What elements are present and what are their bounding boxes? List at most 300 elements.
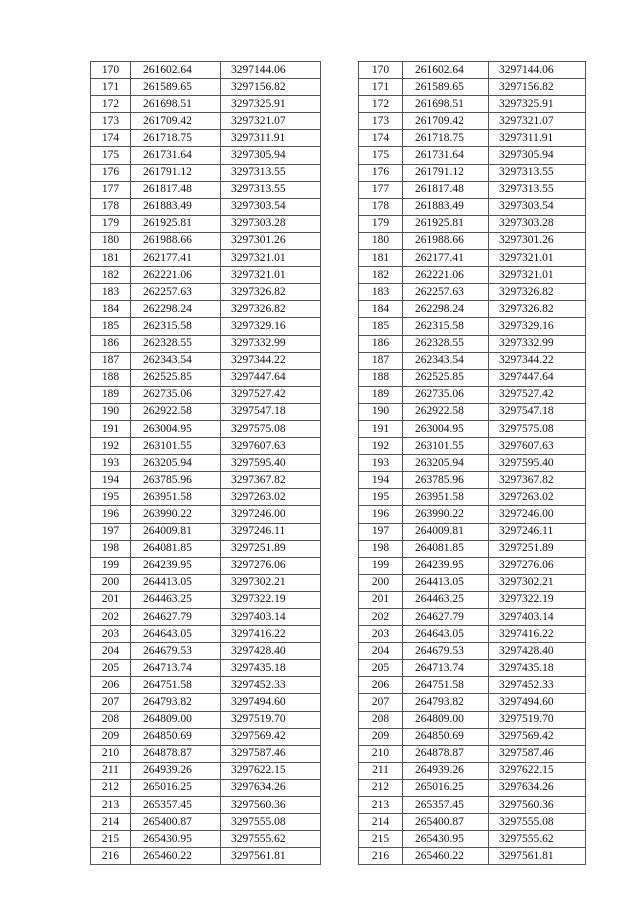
y-coordinate-cell: 3297322.19 [221,591,321,608]
point-number-cell: 182 [359,267,403,284]
y-coordinate-cell: 3297313.55 [489,181,586,198]
y-coordinate-cell: 3297263.02 [489,489,586,506]
x-coordinate-cell: 264009.81 [131,523,221,540]
table-row [91,369,321,386]
x-coordinate-cell: 263951.58 [403,489,489,506]
x-coordinate-cell: 261709.42 [131,113,221,130]
table-row [359,403,586,420]
point-number-cell: 210 [359,745,403,762]
point-number-cell: 198 [359,540,403,557]
x-coordinate-cell: 262221.06 [131,267,221,284]
y-coordinate-cell: 3297321.01 [221,250,321,267]
y-coordinate-cell: 3297326.82 [221,301,321,318]
point-number-cell: 188 [359,369,403,386]
y-coordinate-cell: 3297246.00 [489,506,586,523]
y-coordinate-cell: 3297276.06 [489,557,586,574]
y-coordinate-cell: 3297325.91 [221,96,321,113]
table-row [359,626,586,643]
point-number-cell: 186 [91,335,131,352]
point-number-cell: 208 [91,711,131,728]
x-coordinate-cell: 263785.96 [403,472,489,489]
x-coordinate-cell: 261791.12 [403,164,489,181]
x-coordinate-cell: 264627.79 [403,609,489,626]
x-coordinate-cell: 261602.64 [131,62,221,79]
table-row [359,267,586,284]
x-coordinate-cell: 264643.05 [131,626,221,643]
y-coordinate-cell: 3297416.22 [489,626,586,643]
point-number-cell: 182 [91,267,131,284]
x-coordinate-cell: 264939.26 [131,762,221,779]
y-coordinate-cell: 3297305.94 [489,147,586,164]
x-coordinate-cell: 264809.00 [403,711,489,728]
x-coordinate-cell: 264413.05 [403,574,489,591]
x-coordinate-cell: 261817.48 [403,181,489,198]
table-row [359,147,586,164]
y-coordinate-cell: 3297301.26 [489,232,586,249]
point-number-cell: 194 [91,472,131,489]
table-row [91,848,321,865]
table-row [359,506,586,523]
x-coordinate-cell: 263205.94 [131,455,221,472]
table-row [359,779,586,796]
x-coordinate-cell: 264463.25 [403,591,489,608]
table-row [359,130,586,147]
x-coordinate-cell: 262735.06 [131,386,221,403]
x-coordinate-cell: 264878.87 [403,745,489,762]
y-coordinate-cell: 3297494.60 [489,694,586,711]
table-row [91,574,321,591]
y-coordinate-cell: 3297276.06 [221,557,321,574]
table-row [91,232,321,249]
y-coordinate-cell: 3297634.26 [489,779,586,796]
point-number-cell: 171 [359,79,403,96]
y-coordinate-cell: 3297403.14 [489,609,586,626]
table-row [91,301,321,318]
x-coordinate-cell: 264081.85 [131,540,221,557]
y-coordinate-cell: 3297561.81 [489,848,586,865]
point-number-cell: 195 [359,489,403,506]
x-coordinate-cell: 262257.63 [403,284,489,301]
table-row [359,643,586,660]
point-number-cell: 188 [91,369,131,386]
coordinate-table-right [358,61,586,865]
point-number-cell: 201 [91,591,131,608]
table-row [359,352,586,369]
point-number-cell: 202 [91,609,131,626]
point-number-cell: 193 [359,455,403,472]
point-number-cell: 207 [91,694,131,711]
x-coordinate-cell: 262177.41 [131,250,221,267]
y-coordinate-cell: 3297144.06 [221,62,321,79]
table-row [359,814,586,831]
table-row [91,643,321,660]
table-row [359,831,586,848]
y-coordinate-cell: 3297322.19 [489,591,586,608]
table-row [91,164,321,181]
y-coordinate-cell: 3297332.99 [489,335,586,352]
table-row [359,472,586,489]
x-coordinate-cell: 263990.22 [131,506,221,523]
point-number-cell: 173 [91,113,131,130]
x-coordinate-cell: 262328.55 [403,335,489,352]
y-coordinate-cell: 3297321.01 [221,267,321,284]
point-number-cell: 173 [359,113,403,130]
point-number-cell: 196 [359,506,403,523]
x-coordinate-cell: 263101.55 [403,438,489,455]
x-coordinate-cell: 262315.58 [131,318,221,335]
table-row [359,284,586,301]
y-coordinate-cell: 3297305.94 [221,147,321,164]
x-coordinate-cell: 261589.65 [403,79,489,96]
x-coordinate-cell: 261791.12 [131,164,221,181]
point-number-cell: 193 [91,455,131,472]
point-number-cell: 198 [91,540,131,557]
y-coordinate-cell: 3297329.16 [221,318,321,335]
x-coordinate-cell: 263101.55 [131,438,221,455]
point-number-cell: 179 [91,215,131,232]
x-coordinate-cell: 264939.26 [403,762,489,779]
x-coordinate-cell: 265016.25 [131,779,221,796]
coordinate-table-body [359,62,586,865]
table-row [359,523,586,540]
x-coordinate-cell: 263990.22 [403,506,489,523]
y-coordinate-cell: 3297555.62 [221,831,321,848]
table-row [91,318,321,335]
point-number-cell: 202 [359,609,403,626]
point-number-cell: 191 [91,420,131,437]
x-coordinate-cell: 261988.66 [403,232,489,249]
table-row [359,318,586,335]
table-row [91,420,321,437]
table-row [91,472,321,489]
table-row [91,403,321,420]
point-number-cell: 183 [91,284,131,301]
table-row [91,711,321,728]
point-number-cell: 180 [91,232,131,249]
x-coordinate-cell: 264713.74 [403,660,489,677]
point-number-cell: 200 [359,574,403,591]
y-coordinate-cell: 3297367.82 [221,472,321,489]
table-row [359,198,586,215]
table-row [359,677,586,694]
y-coordinate-cell: 3297527.42 [221,386,321,403]
x-coordinate-cell: 261709.42 [403,113,489,130]
x-coordinate-cell: 264009.81 [403,523,489,540]
y-coordinate-cell: 3297447.64 [221,369,321,386]
x-coordinate-cell: 262315.58 [403,318,489,335]
table-row [91,113,321,130]
table-row [91,506,321,523]
point-number-cell: 201 [359,591,403,608]
y-coordinate-cell: 3297156.82 [221,79,321,96]
table-row [91,797,321,814]
x-coordinate-cell: 265400.87 [131,814,221,831]
point-number-cell: 204 [359,643,403,660]
point-number-cell: 212 [359,779,403,796]
x-coordinate-cell: 263951.58 [131,489,221,506]
point-number-cell: 199 [359,557,403,574]
y-coordinate-cell: 3297332.99 [221,335,321,352]
table-row [91,267,321,284]
x-coordinate-cell: 263785.96 [131,472,221,489]
table-row [91,181,321,198]
point-number-cell: 176 [91,164,131,181]
table-row [359,745,586,762]
table-row [359,540,586,557]
y-coordinate-cell: 3297321.01 [489,267,586,284]
coordinate-table-body [91,62,321,865]
y-coordinate-cell: 3297303.54 [221,198,321,215]
point-number-cell: 211 [91,762,131,779]
x-coordinate-cell: 265430.95 [131,831,221,848]
point-number-cell: 192 [91,438,131,455]
y-coordinate-cell: 3297156.82 [489,79,586,96]
table-row [359,728,586,745]
point-number-cell: 190 [359,403,403,420]
point-number-cell: 215 [91,831,131,848]
x-coordinate-cell: 264239.95 [131,557,221,574]
point-number-cell: 189 [359,386,403,403]
x-coordinate-cell: 261817.48 [131,181,221,198]
y-coordinate-cell: 3297416.22 [221,626,321,643]
y-coordinate-cell: 3297367.82 [489,472,586,489]
table-row [91,609,321,626]
point-number-cell: 177 [359,181,403,198]
x-coordinate-cell: 261698.51 [131,96,221,113]
point-number-cell: 195 [91,489,131,506]
y-coordinate-cell: 3297326.82 [489,284,586,301]
x-coordinate-cell: 265430.95 [403,831,489,848]
table-row [359,232,586,249]
point-number-cell: 178 [91,198,131,215]
table-row [359,181,586,198]
y-coordinate-cell: 3297329.16 [489,318,586,335]
y-coordinate-cell: 3297313.55 [489,164,586,181]
y-coordinate-cell: 3297435.18 [489,660,586,677]
y-coordinate-cell: 3297575.08 [489,420,586,437]
x-coordinate-cell: 263205.94 [403,455,489,472]
y-coordinate-cell: 3297595.40 [489,455,586,472]
y-coordinate-cell: 3297569.42 [221,728,321,745]
x-coordinate-cell: 261731.64 [403,147,489,164]
point-number-cell: 183 [359,284,403,301]
table-row [91,831,321,848]
table-row [91,677,321,694]
point-number-cell: 187 [91,352,131,369]
y-coordinate-cell: 3297246.00 [221,506,321,523]
point-number-cell: 186 [359,335,403,352]
x-coordinate-cell: 264751.58 [403,677,489,694]
point-number-cell: 181 [359,250,403,267]
point-number-cell: 184 [359,301,403,318]
x-coordinate-cell: 265357.45 [403,797,489,814]
y-coordinate-cell: 3297313.55 [221,181,321,198]
y-coordinate-cell: 3297303.28 [489,215,586,232]
point-number-cell: 199 [91,557,131,574]
y-coordinate-cell: 3297313.55 [221,164,321,181]
table-row [359,164,586,181]
x-coordinate-cell: 262735.06 [403,386,489,403]
point-number-cell: 209 [91,728,131,745]
point-number-cell: 214 [359,814,403,831]
y-coordinate-cell: 3297622.15 [221,762,321,779]
point-number-cell: 196 [91,506,131,523]
y-coordinate-cell: 3297607.63 [489,438,586,455]
point-number-cell: 175 [91,147,131,164]
x-coordinate-cell: 264679.53 [403,643,489,660]
y-coordinate-cell: 3297547.18 [221,403,321,420]
table-row [91,455,321,472]
table-row [91,352,321,369]
x-coordinate-cell: 264679.53 [131,643,221,660]
x-coordinate-cell: 263004.95 [131,420,221,437]
x-coordinate-cell: 261589.65 [131,79,221,96]
y-coordinate-cell: 3297251.89 [489,540,586,557]
y-coordinate-cell: 3297326.82 [489,301,586,318]
x-coordinate-cell: 261883.49 [403,198,489,215]
point-number-cell: 211 [359,762,403,779]
x-coordinate-cell: 265016.25 [403,779,489,796]
table-row [359,113,586,130]
y-coordinate-cell: 3297403.14 [221,609,321,626]
y-coordinate-cell: 3297325.91 [489,96,586,113]
point-number-cell: 206 [359,677,403,694]
point-number-cell: 200 [91,574,131,591]
point-number-cell: 210 [91,745,131,762]
y-coordinate-cell: 3297519.70 [489,711,586,728]
x-coordinate-cell: 262922.58 [403,403,489,420]
point-number-cell: 176 [359,164,403,181]
x-coordinate-cell: 264809.00 [131,711,221,728]
x-coordinate-cell: 264413.05 [131,574,221,591]
table-row [91,96,321,113]
point-number-cell: 170 [359,62,403,79]
table-row [91,284,321,301]
table-row [91,215,321,232]
y-coordinate-cell: 3297321.01 [489,250,586,267]
table-row [359,660,586,677]
point-number-cell: 205 [91,660,131,677]
table-row [91,745,321,762]
x-coordinate-cell: 262343.54 [131,352,221,369]
point-number-cell: 213 [359,797,403,814]
x-coordinate-cell: 262177.41 [403,250,489,267]
point-number-cell: 179 [359,215,403,232]
point-number-cell: 172 [359,96,403,113]
y-coordinate-cell: 3297303.28 [221,215,321,232]
y-coordinate-cell: 3297452.33 [489,677,586,694]
y-coordinate-cell: 3297561.81 [221,848,321,865]
table-row [91,540,321,557]
table-row [91,626,321,643]
point-number-cell: 185 [91,318,131,335]
y-coordinate-cell: 3297555.08 [489,814,586,831]
point-number-cell: 172 [91,96,131,113]
y-coordinate-cell: 3297303.54 [489,198,586,215]
point-number-cell: 208 [359,711,403,728]
table-row [359,96,586,113]
y-coordinate-cell: 3297263.02 [221,489,321,506]
point-number-cell: 215 [359,831,403,848]
x-coordinate-cell: 262922.58 [131,403,221,420]
table-row [91,523,321,540]
y-coordinate-cell: 3297587.46 [489,745,586,762]
point-number-cell: 216 [91,848,131,865]
y-coordinate-cell: 3297251.89 [221,540,321,557]
y-coordinate-cell: 3297587.46 [221,745,321,762]
y-coordinate-cell: 3297301.26 [221,232,321,249]
y-coordinate-cell: 3297575.08 [221,420,321,437]
point-number-cell: 203 [359,626,403,643]
table-row [91,591,321,608]
x-coordinate-cell: 265460.22 [131,848,221,865]
y-coordinate-cell: 3297344.22 [489,352,586,369]
point-number-cell: 174 [359,130,403,147]
x-coordinate-cell: 264850.69 [403,728,489,745]
y-coordinate-cell: 3297302.21 [489,574,586,591]
x-coordinate-cell: 264878.87 [131,745,221,762]
point-number-cell: 171 [91,79,131,96]
y-coordinate-cell: 3297569.42 [489,728,586,745]
x-coordinate-cell: 264239.95 [403,557,489,574]
point-number-cell: 170 [91,62,131,79]
table-row [91,62,321,79]
point-number-cell: 206 [91,677,131,694]
table-row [359,557,586,574]
y-coordinate-cell: 3297144.06 [489,62,586,79]
table-row [359,79,586,96]
table-row [91,660,321,677]
table-row [359,609,586,626]
table-row [359,711,586,728]
point-number-cell: 204 [91,643,131,660]
y-coordinate-cell: 3297560.36 [489,797,586,814]
y-coordinate-cell: 3297519.70 [221,711,321,728]
y-coordinate-cell: 3297555.62 [489,831,586,848]
table-row [91,250,321,267]
table-row [359,386,586,403]
x-coordinate-cell: 261718.75 [403,130,489,147]
y-coordinate-cell: 3297428.40 [221,643,321,660]
y-coordinate-cell: 3297452.33 [221,677,321,694]
x-coordinate-cell: 264751.58 [131,677,221,694]
point-number-cell: 181 [91,250,131,267]
y-coordinate-cell: 3297311.91 [221,130,321,147]
x-coordinate-cell: 265400.87 [403,814,489,831]
table-row [91,198,321,215]
x-coordinate-cell: 264081.85 [403,540,489,557]
y-coordinate-cell: 3297321.07 [489,113,586,130]
table-row [359,762,586,779]
y-coordinate-cell: 3297246.11 [489,523,586,540]
y-coordinate-cell: 3297527.42 [489,386,586,403]
point-number-cell: 209 [359,728,403,745]
x-coordinate-cell: 261731.64 [131,147,221,164]
x-coordinate-cell: 264463.25 [131,591,221,608]
y-coordinate-cell: 3297326.82 [221,284,321,301]
x-coordinate-cell: 263004.95 [403,420,489,437]
x-coordinate-cell: 265357.45 [131,797,221,814]
y-coordinate-cell: 3297302.21 [221,574,321,591]
point-number-cell: 175 [359,147,403,164]
x-coordinate-cell: 262328.55 [131,335,221,352]
point-number-cell: 205 [359,660,403,677]
table-row [91,489,321,506]
x-coordinate-cell: 264713.74 [131,660,221,677]
y-coordinate-cell: 3297607.63 [221,438,321,455]
x-coordinate-cell: 264793.82 [131,694,221,711]
point-number-cell: 191 [359,420,403,437]
